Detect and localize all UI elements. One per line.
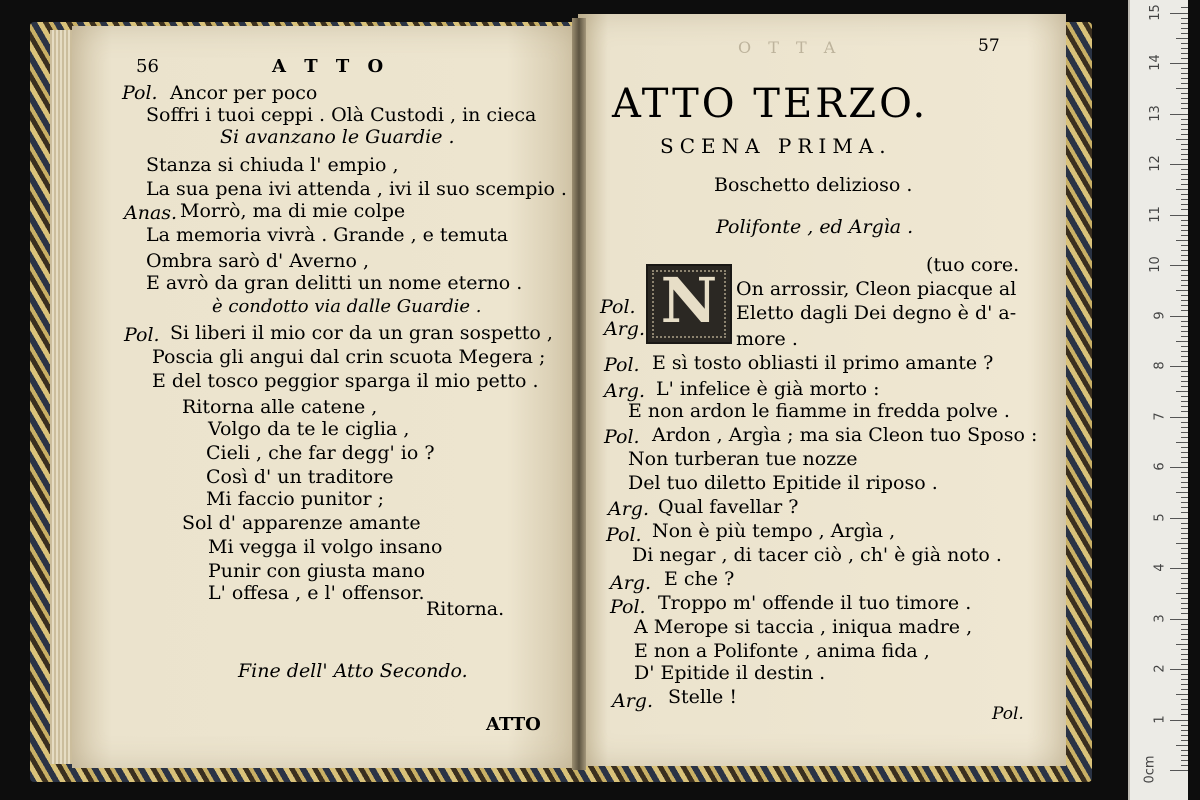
ruler-tick bbox=[1181, 664, 1188, 665]
ruler-label: 4 bbox=[1152, 563, 1168, 572]
ruler-tick bbox=[1181, 497, 1188, 498]
ruler-tick bbox=[1181, 634, 1188, 635]
verse-line: On arrossir, Cleon piacque al bbox=[736, 278, 1017, 300]
verse-line: E sì tosto obliasti il primo amante ? bbox=[652, 352, 994, 374]
speaker-label: Arg. bbox=[610, 572, 652, 594]
ruler-tick bbox=[1176, 290, 1188, 291]
verse-line: Stanza si chiuda l' empio , bbox=[146, 154, 399, 176]
ruler-tick bbox=[1176, 745, 1188, 746]
ruler-tick bbox=[1181, 659, 1188, 660]
ruler-tick bbox=[1181, 134, 1188, 135]
ruler-tick bbox=[1181, 714, 1188, 715]
ruler-label: 3 bbox=[1152, 613, 1168, 623]
ruler-tick bbox=[1181, 613, 1188, 614]
ruler-tick bbox=[1181, 326, 1188, 327]
ruler-tick bbox=[1181, 361, 1188, 362]
ruler-tick bbox=[1176, 694, 1188, 695]
ruler-tick bbox=[1181, 371, 1188, 372]
ruler-tick bbox=[1181, 305, 1188, 306]
speaker-label: Pol. bbox=[124, 324, 160, 346]
measurement-ruler bbox=[1128, 0, 1188, 800]
ruler-label: 9 bbox=[1152, 310, 1168, 320]
ruler-tick bbox=[1181, 98, 1188, 99]
ruler-tick bbox=[1181, 245, 1188, 246]
ruler-tick bbox=[1181, 523, 1188, 524]
left-catchword: ATTO bbox=[486, 714, 541, 735]
act-ending: Fine dell' Atto Secondo. bbox=[238, 660, 468, 682]
speaker-label: Pol. bbox=[604, 354, 640, 376]
ruler-tick bbox=[1181, 538, 1188, 539]
ruler-tick bbox=[1181, 149, 1188, 150]
ruler-tick bbox=[1170, 619, 1188, 620]
ruler-tick bbox=[1181, 608, 1188, 609]
ruler-tick bbox=[1181, 235, 1188, 236]
ruler-tick bbox=[1170, 13, 1188, 14]
ruler-tick bbox=[1181, 119, 1188, 120]
verse-line: Sol d' apparenze amante bbox=[182, 512, 421, 534]
ruler-tick bbox=[1170, 669, 1188, 670]
verse-line: La memoria vivrà . Grande , e temuta bbox=[146, 224, 509, 246]
ruler-tick bbox=[1181, 376, 1188, 377]
ruler-tick bbox=[1181, 174, 1188, 175]
ruler-tick bbox=[1181, 199, 1188, 200]
ruler-tick bbox=[1181, 28, 1188, 29]
ruler-tick bbox=[1181, 346, 1188, 347]
scene-title: SCENA PRIMA. bbox=[660, 134, 892, 158]
ruler-tick bbox=[1181, 548, 1188, 549]
ruler-tick bbox=[1181, 108, 1188, 109]
verse-line: (tuo core. bbox=[926, 254, 1020, 276]
ruler-label: 0cm bbox=[1142, 755, 1158, 784]
ruler-tick bbox=[1176, 341, 1188, 342]
ruler-tick bbox=[1181, 740, 1188, 741]
ruler-tick bbox=[1181, 699, 1188, 700]
ruler-tick bbox=[1181, 487, 1188, 488]
ruler-tick bbox=[1181, 533, 1188, 534]
speaker-label: Pol. bbox=[606, 524, 642, 546]
ruler-tick bbox=[1181, 679, 1188, 680]
ruler-tick bbox=[1181, 457, 1188, 458]
ruler-tick bbox=[1181, 78, 1188, 79]
ruler-tick bbox=[1181, 184, 1188, 185]
ruler-tick bbox=[1181, 169, 1188, 170]
ruler-tick bbox=[1181, 83, 1188, 84]
speaker-label: Arg. bbox=[604, 318, 646, 340]
verse-line: Eletto dagli Dei degno è d' a- bbox=[736, 302, 1017, 324]
verse-line: Ardon , Argìa ; ma sia Cleon tuo Sposo : bbox=[652, 424, 1038, 446]
ruler-tick bbox=[1181, 406, 1188, 407]
ruler-tick bbox=[1181, 427, 1188, 428]
ruler-tick bbox=[1170, 63, 1188, 64]
speaker-label: Pol. bbox=[122, 82, 158, 104]
ruler-tick bbox=[1181, 588, 1188, 589]
ruler-label: 8 bbox=[1152, 361, 1168, 370]
ruler-tick bbox=[1181, 204, 1188, 205]
ruler-tick bbox=[1170, 114, 1188, 115]
ruler-label: 12 bbox=[1148, 155, 1164, 172]
ruler-tick bbox=[1181, 563, 1188, 564]
ruler-label: 10 bbox=[1148, 256, 1164, 273]
right-page-number: 57 bbox=[978, 36, 1000, 56]
act-title: ATTO TERZO. bbox=[612, 81, 929, 127]
stage-direction: Si avanzano le Guardie . bbox=[220, 126, 455, 148]
ruler-tick bbox=[1176, 442, 1188, 443]
ruler-tick bbox=[1181, 179, 1188, 180]
ruler-tick bbox=[1181, 230, 1188, 231]
verse-line: E non a Polifonte , anima fida , bbox=[634, 640, 930, 662]
ruler-tick bbox=[1176, 189, 1188, 190]
ruler-tick bbox=[1181, 598, 1188, 599]
scene-characters: Polifonte , ed Argìa . bbox=[716, 216, 914, 238]
ruler-tick bbox=[1181, 709, 1188, 710]
verse-line: Si liberi il mio cor da un gran sospetto , bbox=[170, 322, 553, 344]
ruler-tick bbox=[1181, 260, 1188, 261]
ruler-tick bbox=[1181, 603, 1188, 604]
verse-line: Del tuo diletto Epitide il riposo . bbox=[628, 472, 938, 494]
ruler-tick bbox=[1170, 417, 1188, 418]
ruler-tick bbox=[1181, 411, 1188, 412]
ruler-label: 2 bbox=[1152, 664, 1168, 673]
book-gutter bbox=[572, 18, 586, 770]
ruler-tick bbox=[1181, 209, 1188, 210]
verse-line: Cieli , che far degg' io ? bbox=[206, 442, 435, 464]
verse-line: L' infelice è già morto : bbox=[656, 378, 880, 400]
ruler-tick bbox=[1181, 53, 1188, 54]
verse-line: La sua pena ivi attenda , ivi il suo scempio . bbox=[146, 178, 567, 200]
verse-line: Mi vegga il volgo insano bbox=[208, 536, 443, 558]
ruler-label: 5 bbox=[1152, 512, 1168, 522]
verse-line: E che ? bbox=[664, 568, 735, 590]
show-through-head: O T T A bbox=[738, 38, 842, 57]
ruler-tick bbox=[1181, 144, 1188, 145]
stage-direction: è condotto via dalle Guardie . bbox=[212, 296, 482, 317]
ruler-tick bbox=[1181, 437, 1188, 438]
ruler-tick bbox=[1181, 18, 1188, 19]
ruler-tick bbox=[1181, 401, 1188, 402]
ruler-tick bbox=[1181, 356, 1188, 357]
ruler-tick bbox=[1181, 396, 1188, 397]
ruler-tick bbox=[1181, 386, 1188, 387]
verse-line: E avrò da gran delitti un nome eterno . bbox=[146, 272, 523, 294]
speaker-label: Pol. bbox=[610, 596, 646, 618]
ruler-tick bbox=[1181, 48, 1188, 49]
ruler-tick bbox=[1181, 629, 1188, 630]
ruler-tick bbox=[1181, 270, 1188, 271]
ruler-label: 6 bbox=[1152, 462, 1168, 471]
ruler-tick bbox=[1176, 543, 1188, 544]
speaker-label: Anas. bbox=[124, 202, 178, 224]
ruler-tick bbox=[1181, 300, 1188, 301]
ruler-tick bbox=[1181, 558, 1188, 559]
ruler-tick bbox=[1170, 518, 1188, 519]
ruler-tick bbox=[1170, 366, 1188, 367]
ruler-tick bbox=[1181, 735, 1188, 736]
ruler-tick bbox=[1176, 88, 1188, 89]
ruler-tick bbox=[1181, 624, 1188, 625]
ruler-tick bbox=[1181, 280, 1188, 281]
ruler-tick bbox=[1181, 93, 1188, 94]
decorated-initial: N bbox=[646, 264, 732, 344]
speaker-label: Arg. bbox=[604, 380, 646, 402]
ruler-tick bbox=[1181, 33, 1188, 34]
ruler-tick bbox=[1181, 528, 1188, 529]
speaker-label: Arg. bbox=[612, 690, 654, 712]
ruler-tick bbox=[1176, 492, 1188, 493]
verse-line: Ritorna. bbox=[426, 598, 505, 620]
verse-line: Punir con giusta mano bbox=[208, 560, 426, 582]
ruler-tick bbox=[1181, 336, 1188, 337]
ruler-tick bbox=[1176, 593, 1188, 594]
left-running-head: A T T O bbox=[272, 56, 390, 77]
ruler-tick bbox=[1181, 381, 1188, 382]
verse-line: Non turberan tue nozze bbox=[628, 448, 858, 470]
left-page-number: 56 bbox=[136, 56, 159, 77]
ruler-tick bbox=[1181, 452, 1188, 453]
ruler-tick bbox=[1181, 755, 1188, 756]
verse-line: E del tosco peggior sparga il mio petto . bbox=[152, 370, 539, 392]
speaker-label: Pol. bbox=[600, 296, 636, 318]
ruler-tick bbox=[1176, 240, 1188, 241]
ruler-tick bbox=[1181, 73, 1188, 74]
ruler-tick bbox=[1181, 321, 1188, 322]
ruler-tick bbox=[1181, 472, 1188, 473]
ruler-tick bbox=[1181, 7, 1188, 8]
ruler-tick bbox=[1181, 462, 1188, 463]
verse-line: Morrò, ma di mie colpe bbox=[180, 200, 406, 222]
ruler-tick bbox=[1170, 164, 1188, 165]
verse-line: Qual favellar ? bbox=[658, 496, 799, 518]
verse-line: Mi faccio punitor ; bbox=[206, 488, 385, 510]
ruler-label: 7 bbox=[1152, 411, 1168, 421]
ruler-tick bbox=[1181, 765, 1188, 766]
ruler-tick bbox=[1181, 684, 1188, 685]
ruler-tick bbox=[1181, 310, 1188, 311]
verse-line: Ombra sarò d' Averno , bbox=[146, 250, 370, 272]
ruler-tick bbox=[1181, 502, 1188, 503]
ruler-tick bbox=[1181, 553, 1188, 554]
ruler-label: 15 bbox=[1148, 3, 1164, 21]
ruler-tick bbox=[1181, 654, 1188, 655]
verse-line: Troppo m' offende il tuo timore . bbox=[658, 592, 972, 614]
ruler-tick bbox=[1176, 38, 1188, 39]
ruler-label: 1 bbox=[1152, 714, 1168, 724]
verse-line: Così d' un traditore bbox=[206, 466, 394, 488]
ruler-tick bbox=[1181, 255, 1188, 256]
ruler-tick bbox=[1181, 295, 1188, 296]
ruler-tick bbox=[1181, 103, 1188, 104]
verse-line: Non è più tempo , Argìa , bbox=[652, 520, 896, 542]
verse-line: Volgo da te le ciglia , bbox=[208, 418, 410, 440]
ruler-tick bbox=[1181, 43, 1188, 44]
ruler-tick bbox=[1176, 139, 1188, 140]
verse-line: Soffri i tuoi ceppi . Olà Custodi , in cieca bbox=[146, 104, 537, 126]
ruler-tick bbox=[1181, 512, 1188, 513]
ruler-tick bbox=[1181, 583, 1188, 584]
ruler-tick bbox=[1181, 573, 1188, 574]
ruler-tick bbox=[1181, 58, 1188, 59]
ruler-tick bbox=[1181, 124, 1188, 125]
ruler-tick bbox=[1170, 316, 1188, 317]
ruler-tick bbox=[1181, 639, 1188, 640]
verse-line: Stelle ! bbox=[668, 686, 737, 708]
verse-line: E non ardon le fiamme in fredda polve . bbox=[628, 400, 1010, 422]
verse-line: more . bbox=[736, 328, 798, 350]
ruler-tick bbox=[1181, 220, 1188, 221]
ruler-tick bbox=[1181, 154, 1188, 155]
ruler-tick bbox=[1181, 225, 1188, 226]
verse-line: Ritorna alle catene , bbox=[182, 396, 378, 418]
ruler-tick bbox=[1181, 250, 1188, 251]
ruler-tick bbox=[1181, 285, 1188, 286]
ruler-tick bbox=[1181, 159, 1188, 160]
ruler-tick bbox=[1181, 129, 1188, 130]
verse-line: Poscia gli angui dal crin scuota Megera ; bbox=[152, 346, 546, 368]
speaker-label: Pol. bbox=[604, 426, 640, 448]
ruler-tick bbox=[1181, 477, 1188, 478]
verse-line: A Merope si taccia , iniqua madre , bbox=[634, 616, 973, 638]
ruler-tick bbox=[1181, 578, 1188, 579]
ruler-tick bbox=[1181, 432, 1188, 433]
ruler-tick bbox=[1176, 644, 1188, 645]
ruler-tick bbox=[1181, 674, 1188, 675]
ruler-tick bbox=[1181, 725, 1188, 726]
ruler-tick bbox=[1170, 215, 1188, 216]
ruler-tick bbox=[1181, 507, 1188, 508]
ruler-tick bbox=[1181, 447, 1188, 448]
ruler-tick bbox=[1170, 770, 1188, 771]
scene-setting: Boschetto delizioso . bbox=[714, 174, 913, 196]
ruler-tick bbox=[1170, 467, 1188, 468]
ruler-tick bbox=[1181, 194, 1188, 195]
speaker-label: Arg. bbox=[608, 498, 650, 520]
ruler-label: 13 bbox=[1148, 104, 1164, 122]
verse-line: Ancor per poco bbox=[170, 82, 318, 104]
verse-line: Di negar , di tacer ciò , ch' è già noto . bbox=[632, 544, 1002, 566]
ruler-tick bbox=[1181, 422, 1188, 423]
ruler-tick bbox=[1181, 760, 1188, 761]
ruler-tick bbox=[1181, 68, 1188, 69]
ruler-tick bbox=[1170, 568, 1188, 569]
ruler-tick bbox=[1181, 482, 1188, 483]
ruler-tick bbox=[1176, 391, 1188, 392]
ruler-tick bbox=[1170, 720, 1188, 721]
ruler-tick bbox=[1181, 649, 1188, 650]
ruler-tick bbox=[1181, 730, 1188, 731]
ruler-label: 14 bbox=[1148, 54, 1164, 71]
ruler-tick bbox=[1181, 351, 1188, 352]
verse-line: D' Epitide il destin . bbox=[634, 662, 826, 684]
ruler-tick bbox=[1181, 23, 1188, 24]
ruler-tick bbox=[1181, 704, 1188, 705]
ruler-label: 11 bbox=[1148, 205, 1164, 223]
ruler-tick bbox=[1181, 275, 1188, 276]
verse-line: L' offesa , e l' offensor. bbox=[208, 582, 425, 604]
right-catchword: Pol. bbox=[992, 704, 1024, 724]
ruler-tick bbox=[1181, 750, 1188, 751]
ruler-tick bbox=[1181, 689, 1188, 690]
ruler-tick bbox=[1181, 331, 1188, 332]
ruler-tick bbox=[1170, 265, 1188, 266]
